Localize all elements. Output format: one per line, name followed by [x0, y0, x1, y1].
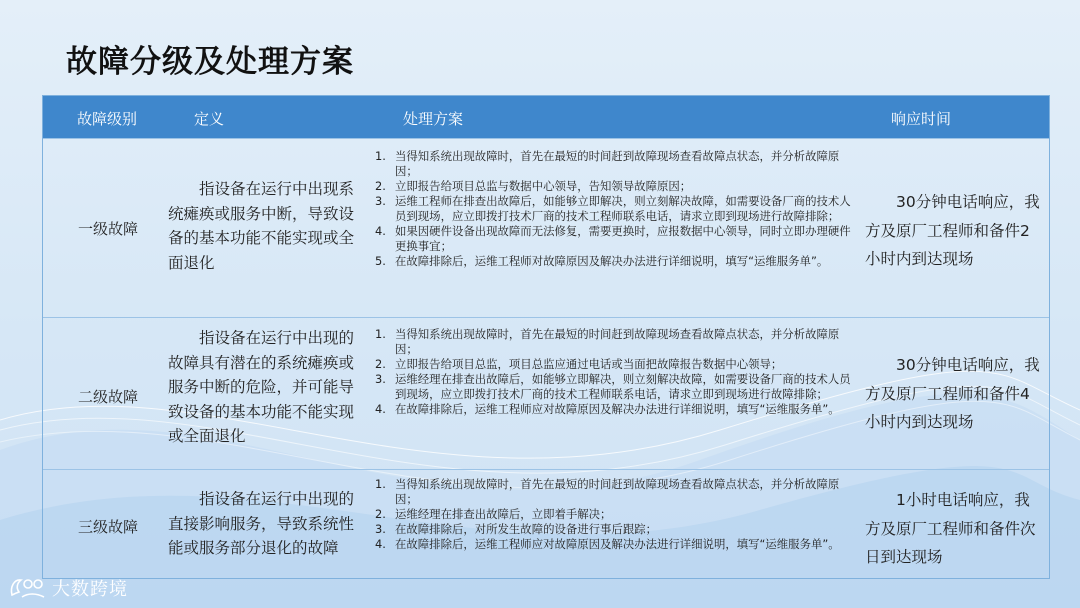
solution-step: 3. 运维经理在排查出故障后，如能够立即解决，则立刻解决故障，如需要设备厂商的技术人员到现场，应立即拨打技术厂商的技术工程师联系电话，请求立即到现场进行故障排除；	[375, 372, 851, 401]
row-response: 30分钟电话响应，我方及原厂工程师和备件4小时内到达现场	[865, 356, 1040, 431]
table-row	[43, 317, 1049, 469]
row-level: 三级故障	[77, 518, 138, 536]
solution-step: 4. 在故障排除后，运维工程师应对故障原因及解决办法进行详细说明，填写“运维服务单”。	[375, 537, 840, 551]
dragon-logo-icon	[8, 575, 48, 601]
header-definition: 定义	[194, 110, 225, 128]
row-definition: 指设备在运行中出现的直接影响服务，导致系统性能或服务部分退化的故障	[168, 490, 355, 557]
table-row	[43, 469, 1049, 579]
solution-step: 4. 如果因硬件设备出现故障而无法修复，需要更换时，应报数据中心领导，同时立即办理硬件更换事宜；	[375, 224, 851, 253]
header-response-time: 响应时间	[891, 110, 952, 128]
solution-step: 1. 当得知系统出现故障时，首先在最短的时间赶到故障现场查看故障点状态，并分析故障原因；	[375, 477, 840, 506]
row-solution-list	[375, 149, 851, 269]
table-row	[43, 138, 1049, 317]
row-level: 二级故障	[77, 388, 138, 406]
header-level: 故障级别	[77, 110, 138, 128]
row-definition: 指设备在运行中出现系统瘫痪或服务中断，导致设备的基本功能不能实现或全面退化	[168, 180, 355, 272]
solution-step: 2. 运维经理在排查出故障后，立即着手解决；	[375, 507, 612, 521]
row-response: 30分钟电话响应，我方及原厂工程师和备件2小时内到达现场	[865, 193, 1040, 268]
solution-step: 3. 运维工程师在排查出故障后，如能够立即解决，则立刻解决故障，如需要设备厂商的技术人员到现场，应立即拨打技术厂商的技术工程师联系电话，请求立即到现场进行故障排除；	[375, 194, 851, 223]
fault-level-table	[42, 95, 1050, 579]
row-level: 一级故障	[77, 220, 138, 238]
header-solution: 处理方案	[403, 110, 464, 128]
solution-step: 4. 在故障排除后，运维工程师应对故障原因及解决办法进行详细说明，填写“运维服务单”。	[375, 402, 840, 416]
table-header	[43, 96, 1049, 138]
row-solution-list	[375, 327, 851, 417]
solution-step: 5. 在故障排除后，运维工程师对故障原因及解决办法进行详细说明，填写“运维服务单”。	[375, 254, 829, 268]
row-solution-list	[375, 477, 851, 552]
row-response: 1小时电话响应，我方及原厂工程师和备件次日到达现场	[865, 491, 1036, 566]
solution-step: 2. 立即报告给项目总监，项目总监应通过电话或当面把故障报告数据中心领导；	[375, 357, 783, 371]
logo-text: 大数跨境	[52, 579, 128, 600]
row-definition: 指设备在运行中出现的故障具有潜在的系统瘫痪或服务中断的危险，并可能导致设备的基本功能不能实现或全面退化	[168, 329, 355, 445]
solution-step: 2. 立即报告给项目总监与数据中心领导，告知领导故障原因；	[375, 179, 692, 193]
page-title: 故障分级及处理方案	[66, 44, 354, 80]
solution-step: 1. 当得知系统出现故障时，首先在最短的时间赶到故障现场查看故障点状态，并分析故障原因；	[375, 327, 840, 356]
solution-step: 1. 当得知系统出现故障时，首先在最短的时间赶到故障现场查看故障点状态，并分析故障原因；	[375, 149, 840, 178]
brand-logo	[8, 574, 128, 602]
solution-step: 3. 在故障排除后，对所发生故障的设备进行事后跟踪；	[375, 522, 657, 536]
